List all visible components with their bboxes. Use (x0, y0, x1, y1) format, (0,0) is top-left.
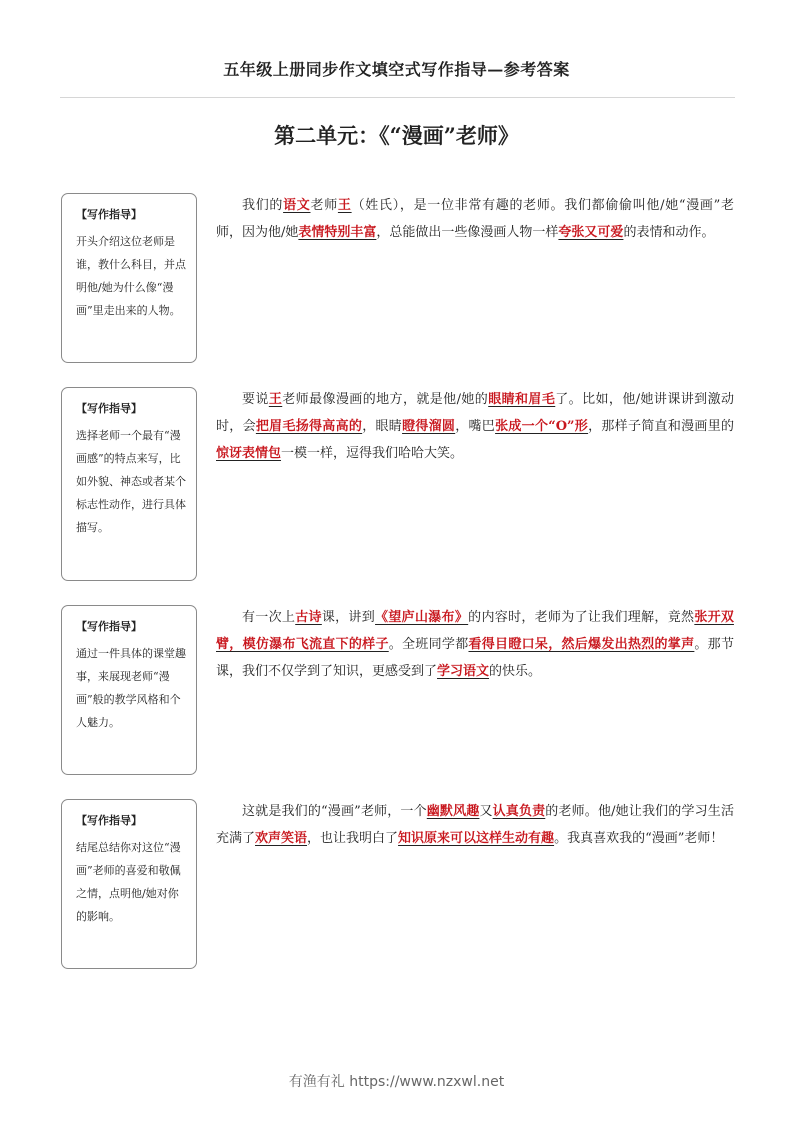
answer-blank: 看得目瞪口呆，然后爆发出热烈的掌声 (468, 637, 695, 652)
writing-guide-text: 选择老师一个最有“漫画感”的特点来写，比如外貌、神态或者某个标志性动作，进行具体描写。 (76, 429, 186, 534)
paragraph-text: 。那节课，我们不仅学到了知识，更感受到了 (216, 637, 734, 679)
answer-blank: 欢声笑语 (255, 831, 308, 846)
paragraph-text: 又 (479, 804, 493, 819)
header-divider (60, 97, 735, 98)
paragraph-text: ，眼睛 (362, 419, 403, 434)
answer-blank: 瞪得溜圆 (402, 419, 456, 434)
paragraph-text: （姓氏），是一位非常有趣的老师。我们都偷偷叫他/她“漫画”老师，因为他/她 (216, 198, 734, 240)
answer-blank: 语文 (283, 198, 311, 213)
writing-guide-box-4 (61, 799, 197, 969)
paragraph-text: 的快乐。 (489, 664, 542, 679)
answer-blank: 王 (268, 392, 283, 407)
unit-title: 第二单元：《“漫画”老师》 (274, 123, 519, 148)
essay-paragraph-2 (216, 386, 734, 467)
writing-guide-box-3 (61, 605, 197, 775)
writing-guide-label: 【写作指导】 (76, 402, 142, 415)
paragraph-text: 课，讲到 (321, 610, 376, 625)
writing-guide-label: 【写作指导】 (76, 208, 142, 221)
answer-blank: 夸张又可爱 (558, 225, 624, 240)
paragraph-text: ，那样子简直和漫画里的 (588, 419, 734, 434)
paragraph-text: 老师 (310, 198, 338, 213)
paragraph-text: 我们的 (242, 198, 284, 213)
answer-blank: 幽默风趣 (426, 804, 480, 819)
paragraph-text: 。全班同学都 (388, 637, 469, 652)
footer-watermark: 有渔有礼 https://www.nzxwl.net (288, 1074, 505, 1090)
paragraph-text: 要说 (242, 392, 269, 407)
answer-blank: 《望庐山瀑布》 (375, 610, 469, 625)
writing-guide-text: 通过一件具体的课堂趣事，来展现老师“漫画”般的教学风格和个人魅力。 (76, 647, 186, 729)
paragraph-text: 的内容时，老师为了让我们理解，竟然 (468, 610, 695, 625)
answer-blank: 认真负责 (492, 804, 546, 819)
answer-blank: 王 (337, 198, 352, 213)
paragraph-text: 的表情和动作。 (623, 225, 715, 240)
answer-blank: 惊讶表情包 (216, 446, 282, 461)
answer-blank: 张成一个“O”形 (495, 419, 589, 434)
document-header-title: 五年级上册同步作文填空式写作指导—参考答案 (223, 60, 570, 79)
paragraph-text: 的老师。他/她让我们的学习生活充满了 (216, 804, 734, 846)
answer-blank: 表情特别丰富 (298, 225, 377, 240)
paragraph-text: 这就是我们的“漫画”老师，一个 (242, 804, 427, 819)
paragraph-text: ，也让我明白了 (307, 831, 399, 846)
answer-blank: 学习语文 (437, 664, 490, 679)
answer-blank: 张开双臂，模仿瀑布飞流直下的样子 (216, 610, 734, 652)
paragraph-text: 了。比如，他/她讲课讲到激动时，会 (216, 392, 734, 434)
essay-paragraph-3 (216, 604, 734, 685)
answer-blank: 眼睛和眉毛 (488, 392, 556, 407)
essay-paragraph-1 (216, 192, 734, 246)
writing-guide-label: 【写作指导】 (76, 814, 142, 827)
writing-guide-label: 【写作指导】 (76, 620, 142, 633)
writing-guide-box-2 (61, 387, 197, 581)
answer-blank: 把眉毛扬得高高的 (255, 419, 363, 434)
paragraph-text: ，总能做出一些像漫画人物一样 (376, 225, 559, 240)
answer-blank: 古诗 (295, 610, 322, 625)
paragraph-text: 老师最像漫画的地方，就是他/她的 (282, 392, 489, 407)
paragraph-text: 有一次上 (242, 610, 296, 625)
paragraph-text: 一模一样，逗得我们哈哈大笑。 (281, 446, 464, 461)
writing-guide-text: 开头介绍这位老师是谁，教什么科目，并点明他/她为什么像“漫画”里走出来的人物。 (76, 235, 186, 317)
writing-guide-box-1 (61, 193, 197, 363)
paragraph-text: 。我真喜欢我的“漫画”老师！ (554, 831, 724, 846)
answer-blank: 知识原来可以这样生动有趣 (398, 831, 555, 846)
writing-guide-text: 结尾总结你对这位“漫画”老师的喜爱和敬佩之情，点明他/她对你的影响。 (76, 841, 181, 923)
paragraph-text: ，嘴巴 (455, 419, 496, 434)
essay-paragraph-4 (216, 798, 734, 852)
